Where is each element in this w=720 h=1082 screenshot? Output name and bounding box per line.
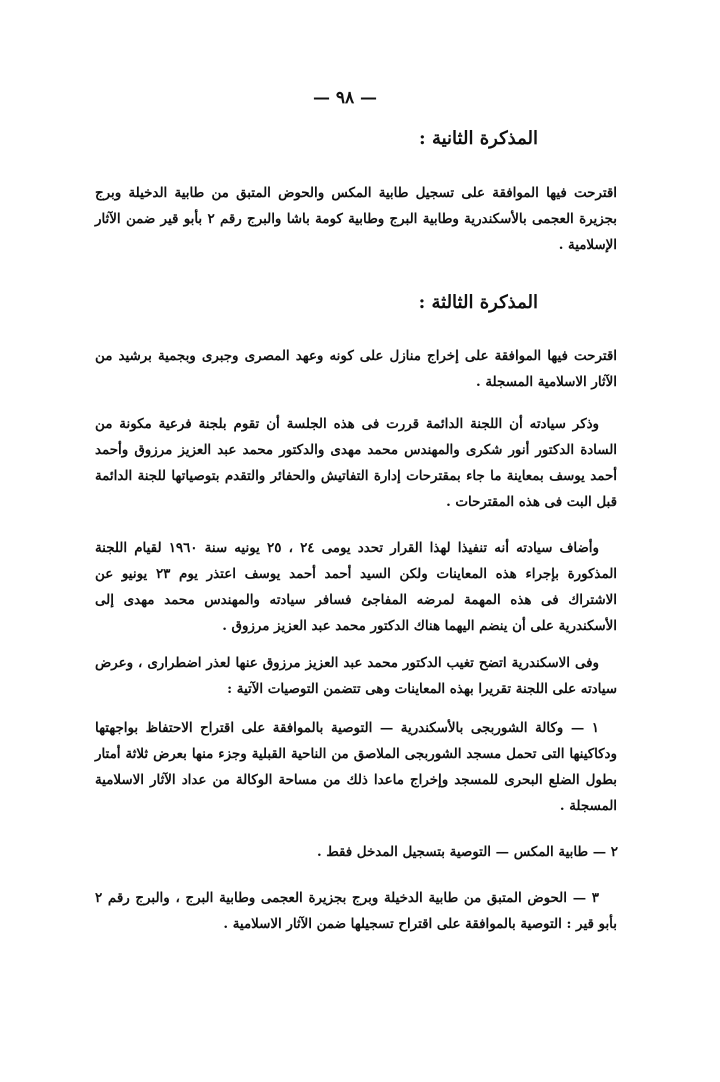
schedule-paragraph: وأضاف سيادته أنه تنفيذا لهذا القرار تحدد يومى ٢٤ ، ٢٥ يونيه سنة ١٩٦٠ لقيام اللجنة المذكورة بإجراء هذه المعاينات ولكن السيد أحمد أحمد يوسف اعتذر يوم ٢٣ يونيو عن الاشتراك فى هذه المهمة لمرضه المفاجئ فسافر سيادته والمهندس محمد مهدى إلى الأسكندرية على أن ينضم اليهما هناك الدكتور محمد عبد العزيز مرزوق .	[95, 540, 617, 634]
recommendation-item-1: ١ — وكالة الشوربجى بالأسكندرية — التوصية بالموافقة على اقتراح الاحتفاظ بواجهتها ودكاكينها التى تحمل مسجد الشوربجى الملاصق من الناحية القبلية وجزء منها بعرض ثلاثة أمتار بطول الضلع البحرى للمسجد وإخراج ماعدا ذلك من مساحة الوكالة من عداد الآثار الاسلامية المسجلة .	[95, 720, 617, 814]
second-memo-heading: المذكرة الثانية :	[419, 128, 538, 149]
page-number: — ٩٨ —	[312, 88, 378, 108]
report-paragraph: وفى الاسكندرية اتضح تغيب الدكتور محمد عبد العزيز مرزوق عنها لعذر اضطرارى ، وعرض سيادته على اللجنة تقريرا بهذه المعاينات وهى تتضمن التوصيات الآتية :	[95, 655, 617, 697]
committee-paragraph: وذكر سيادته أن اللجنة الدائمة قررت فى هذه الجلسة أن تقوم بلجنة فرعية مكونة من السادة الدكتور أنور شكرى والمهندس محمد مهدى والدكتور محمد عبد العزيز مرزوق وأحمد أحمد يوسف بمعاينة ما جاء بمقترحات إدارة التفاتيش والحفائر والتقدم بتوصياتها للجنة الدائمة قبل البت فى هذه المقترحات .	[95, 416, 617, 510]
second-memo-text: اقترحت فيها الموافقة على تسجيل طابية المكس والحوض المتبق من طابية الدخيلة وبرج بجزيرة العجمى بالأسكندرية وطابية البرج وطابية كومة باشا والبرج رقم ٢ بأبو قير ضمن الآثار الإسلامية .	[95, 185, 617, 253]
recommendation-item-2: ٢ — طابية المكس — التوصية بتسجيل المدخل فقط .	[316, 844, 618, 860]
third-memo-text: اقترحت فيها الموافقة على إخراج منازل على كونه وعهد المصرى وجبرى وبجمية برشيد من الآثار الاسلامية المسجلة .	[95, 348, 617, 390]
third-memo-heading: المذكرة الثالثة :	[418, 292, 538, 313]
recommendation-item-3: ٣ — الحوض المتبق من طابية الدخيلة وبرج بجزيرة العجمى وطابية البرج ، والبرج رقم ٢ بأبو قير : التوصية بالموافقة على اقتراح تسجيلها ضمن الآثار الاسلامية .	[95, 890, 617, 932]
